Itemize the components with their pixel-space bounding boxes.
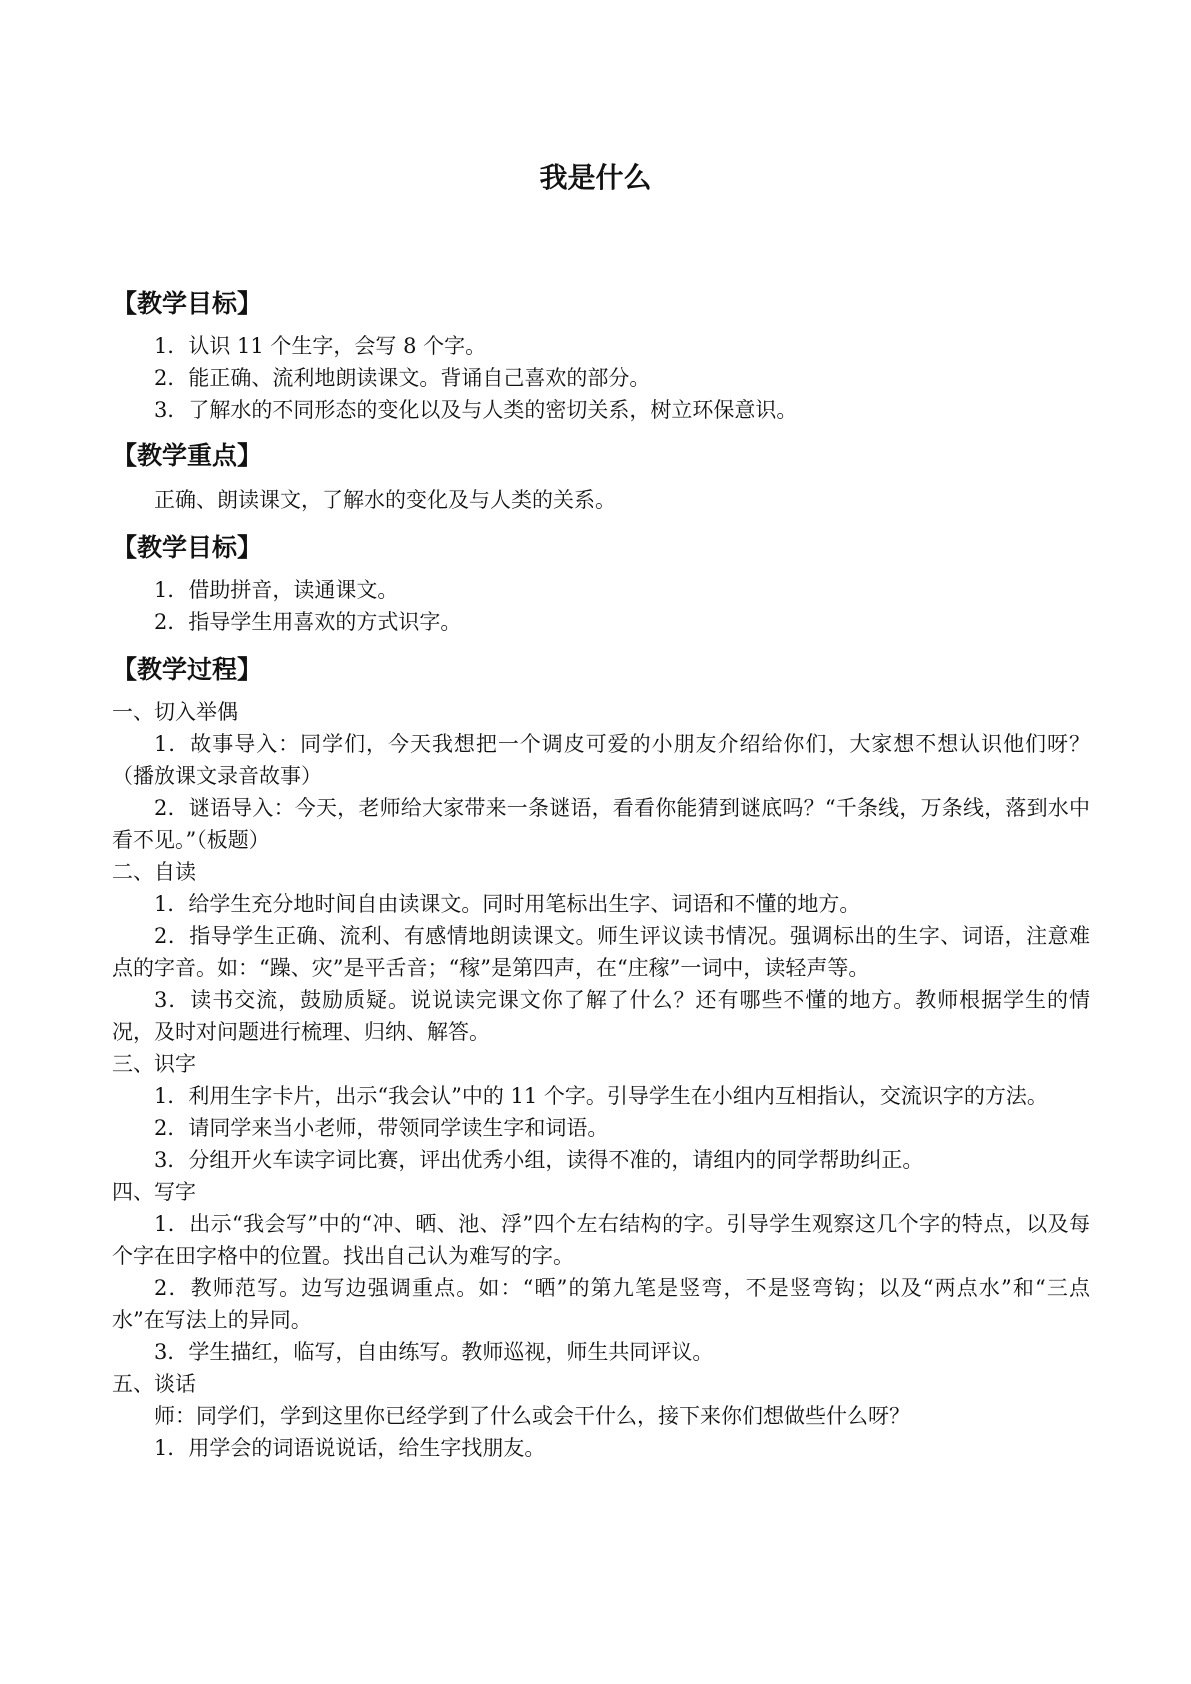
process-paragraph: 2．谜语导入：今天，老师给大家带来一条谜语，看看你能猜到谜底吗？“千条线，万条线，落到水中看不见。”（板题） (112, 796, 1090, 852)
section-heading-key-points: 【教学重点】 (112, 441, 263, 470)
section-key-points (112, 436, 1090, 516)
process-paragraph: 2．请同学来当小老师，带领同学读生字和词语。 (154, 1116, 609, 1140)
section-goals (112, 284, 1090, 426)
page-title: 我是什么 (539, 161, 652, 194)
process-paragraph: 3．学生描红，临写，自由练写。教师巡视，师生共同评议。 (154, 1340, 714, 1364)
key-points-text: 正确、朗读课文，了解水的变化及与人类的关系。 (154, 488, 616, 512)
process-paragraph: 3．读书交流，鼓励质疑。说说读完课文你了解了什么？还有哪些不懂的地方。教师根据学生的情况，及时对问题进行梳理、归纳、解答。 (112, 988, 1090, 1044)
process-step-title: 一、切入举偶 (112, 700, 238, 724)
process-paragraph: 2．教师范写。边写边强调重点。如：“晒”的第九笔是竖弯，不是竖弯钩；以及“两点水”和“三点水”在写法上的异同。 (112, 1276, 1090, 1332)
section-process (112, 650, 1090, 1464)
section-goals-2 (112, 528, 1090, 638)
goal-item: 1．借助拼音，读通课文。 (154, 578, 399, 602)
section-heading-goals: 【教学目标】 (112, 289, 263, 318)
goal-item: 1．认识 11 个生字，会写 8 个字。 (154, 334, 487, 358)
process-paragraph: 1．利用生字卡片，出示“我会认”中的 11 个字。引导学生在小组内互相指认，交流识字的方法。 (154, 1084, 1048, 1108)
process-paragraph: 1．出示“我会写”中的“冲、晒、池、浮”四个左右结构的字。引导学生观察这几个字的特点，以及每个字在田字格中的位置。找出自己认为难写的字。 (112, 1212, 1090, 1268)
process-step-title: 二、自读 (112, 860, 196, 884)
process-step-title: 三、识字 (112, 1052, 196, 1076)
process-step-title: 四、写字 (112, 1180, 196, 1204)
document-body (112, 284, 1090, 1464)
process-paragraph: 1．给学生充分地时间自由读课文。同时用笔标出生字、词语和不懂的地方。 (154, 892, 861, 916)
section-heading-process: 【教学过程】 (112, 655, 263, 684)
process-step-title: 五、谈话 (112, 1372, 196, 1396)
process-paragraph: 1．故事导入：同学们，今天我想把一个调皮可爱的小朋友介绍给你们，大家想不想认识他们呀？（播放课文录音故事） (112, 732, 1090, 788)
process-paragraph: 师：同学们，学到这里你已经学到了什么或会干什么，接下来你们想做些什么呀？ (154, 1404, 910, 1428)
goal-item: 2．能正确、流利地朗读课文。背诵自己喜欢的部分。 (154, 366, 651, 390)
process-paragraph: 3．分组开火车读字词比赛，评出优秀小组，读得不准的，请组内的同学帮助纠正。 (154, 1148, 924, 1172)
process-paragraph: 1．用学会的词语说说话，给生字找朋友。 (154, 1436, 546, 1460)
section-heading-goals-2: 【教学目标】 (112, 533, 263, 562)
process-paragraph: 2．指导学生正确、流利、有感情地朗读课文。师生评议读书情况。强调标出的生字、词语，注意难点的字音。如：“躁、灾”是平舌音；“稼”是第四声，在“庄稼”一词中，读轻声等。 (112, 924, 1090, 980)
goal-item: 3．了解水的不同形态的变化以及与人类的密切关系，树立环保意识。 (154, 398, 798, 422)
goal-item: 2．指导学生用喜欢的方式识字。 (154, 610, 462, 634)
